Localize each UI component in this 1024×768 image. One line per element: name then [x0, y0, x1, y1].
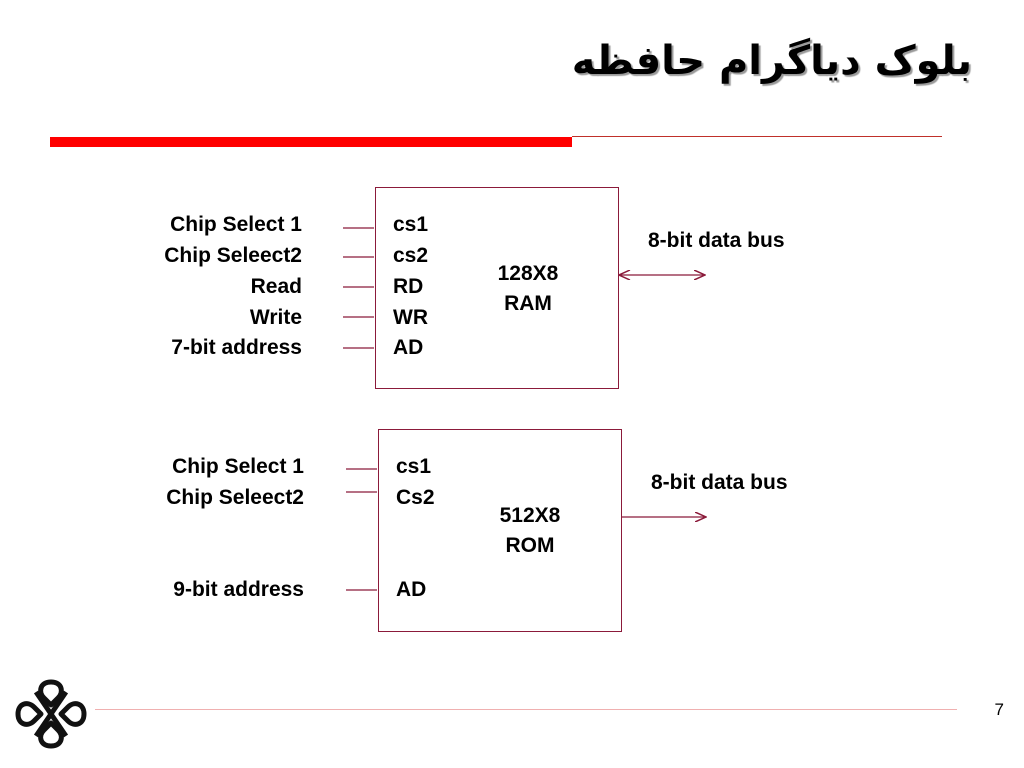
ram-input-read: Read: [250, 275, 302, 298]
ram-pin-wr: WR: [393, 306, 428, 329]
slide-title: بلوک دیاگرام حافظه: [571, 38, 972, 84]
rom-input-address: 9-bit address: [173, 578, 304, 601]
ram-pin-rd: RD: [393, 275, 424, 298]
ram-chip-type: RAM: [504, 292, 552, 315]
ram-input-chip-select-2: Chip Seleect2: [164, 244, 302, 267]
ram-input-chip-select-1: Chip Select 1: [170, 213, 302, 236]
rom-pin-cs1: cs1: [396, 455, 432, 478]
ram-pin-cs2: cs2: [393, 244, 429, 267]
ram-input-write: Write: [249, 306, 302, 329]
rom-chip-size: 512X8: [499, 504, 561, 527]
ram-pin-ad: AD: [393, 336, 424, 359]
footer-divider: [95, 709, 957, 710]
ram-input-address: 7-bit address: [171, 336, 302, 359]
university-logo-icon: [14, 678, 88, 750]
ram-chip-size: 128X8: [497, 262, 559, 285]
rom-input-chip-select-2: Chip Seleect2: [166, 486, 304, 509]
rom-pin-ad: AD: [396, 578, 427, 601]
page-number: 7: [994, 700, 1004, 719]
rom-input-chip-select-1: Chip Select 1: [172, 455, 304, 478]
rom-bus-label: 8-bit data bus: [651, 471, 788, 494]
rom-chip-type: ROM: [505, 534, 555, 557]
rom-pin-cs2: Cs2: [396, 486, 435, 509]
ram-pin-cs1: cs1: [393, 213, 429, 236]
ram-bus-label: 8-bit data bus: [648, 229, 785, 252]
